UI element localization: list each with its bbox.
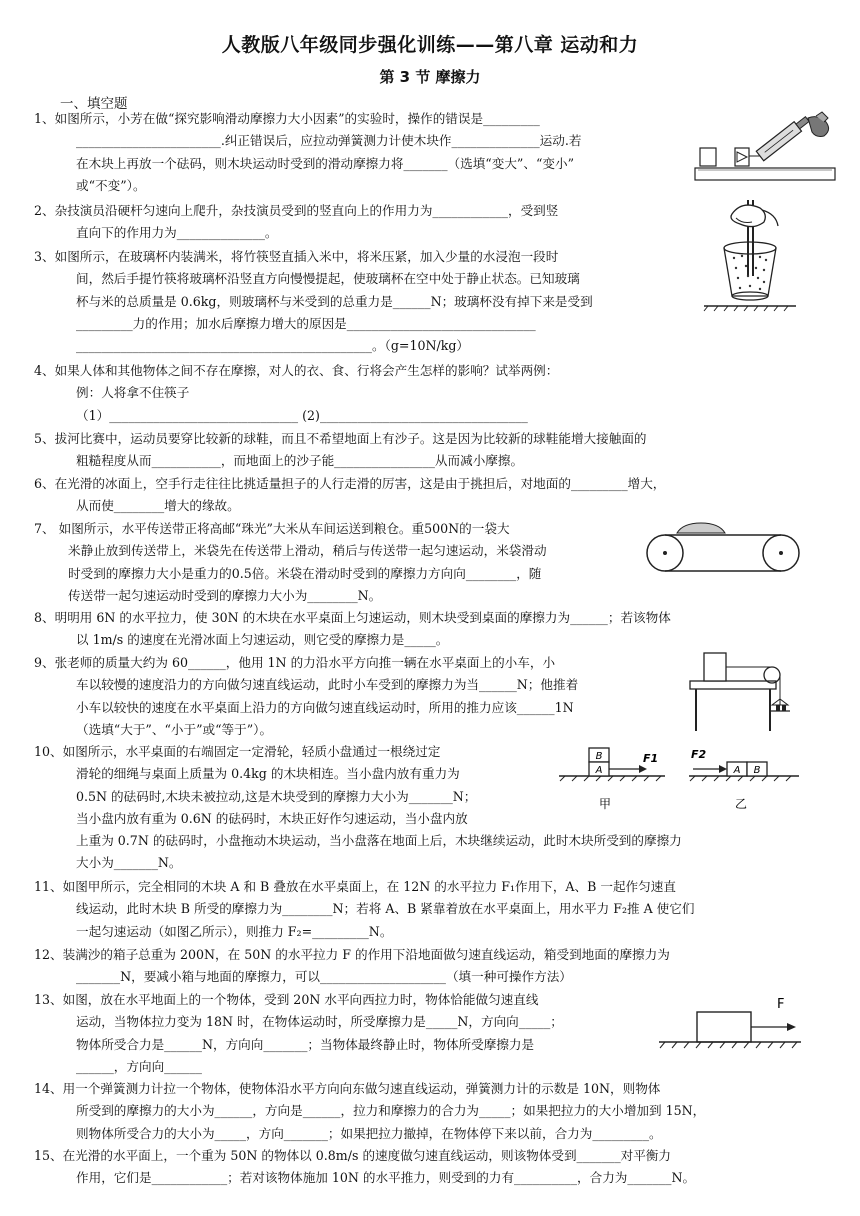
force-block-figure bbox=[655, 992, 805, 1058]
question-line: 4、如果人体和其他物体之间不存在摩擦，对人的衣、食、行将会产生怎样的影响？试举两例： bbox=[34, 363, 559, 378]
question-line: _________力的作用；加水后摩擦力增大的原因是______________________________ bbox=[76, 315, 536, 331]
page-title: 人教版八年级同步强化训练——第八章 运动和力 bbox=[221, 34, 639, 56]
section-subtitle: 第 3 节 摩擦力 bbox=[379, 68, 481, 86]
question-line: 15、在光滑的水平面上，一个重为 50N 的物体以 0.8m/s 的速度做匀速直线运动，则该物体受到_______对平衡力 bbox=[34, 1148, 671, 1163]
spring-scale-figure bbox=[690, 110, 840, 190]
force-f-label: F bbox=[777, 997, 785, 1012]
question-line: 直向下的作用力为______________。 bbox=[76, 225, 278, 241]
question-line: （1）______________________________ (2)_________________________________ bbox=[76, 407, 528, 423]
figure-caption-left: 甲 bbox=[598, 797, 612, 811]
figure-caption-right: 乙 bbox=[734, 797, 748, 811]
question-line: 作用，它们是____________；若对该物体施加 10N 的水平推力，则受到的力有__________，合力为_______N。 bbox=[76, 1170, 696, 1186]
force-f1-label: F1 bbox=[643, 752, 659, 765]
question-line: 时受到的摩擦力大小是重力的0.5倍。米袋在滑动时受到的摩擦力方向向________，随 bbox=[68, 565, 542, 581]
question-line: 物体所受合力是______N，方向向_______；当物体最终静止时，物体所受摩擦力是 bbox=[76, 1036, 535, 1052]
question-line: 滑轮的细绳与桌面上质量为 0.4kg 的木块相连。当小盘内放有重力为 bbox=[76, 766, 460, 782]
question-5 bbox=[34, 428, 647, 473]
question-line: 14、用一个弹簧测力计拉一个物体，使物体沿水平方向向东做匀速直线运动，弹簧测力计的示数是 10N，则物体 bbox=[34, 1081, 661, 1096]
question-15 bbox=[34, 1145, 695, 1190]
question-3 bbox=[34, 246, 593, 357]
question-9 bbox=[34, 652, 578, 741]
question-line: 以 1m/s 的速度在光滑冰面上匀速运动，则它受的摩擦力是_____。 bbox=[76, 632, 449, 648]
question-4 bbox=[34, 360, 558, 427]
block-b-label: B bbox=[753, 765, 761, 776]
question-line: 例：人将拿不住筷子 bbox=[76, 385, 190, 401]
question-line: 当小盘内放有重为 0.6N 的砝码时，木块正好作匀速运动，当小盘内放 bbox=[76, 810, 468, 826]
question-line: 从而使________增大的缘故。 bbox=[76, 498, 240, 514]
section-heading: 一、填空题 bbox=[60, 96, 128, 112]
question-line: （选填“大于”、“小于”或“等于”）。 bbox=[76, 721, 273, 737]
question-line: 间，然后手提竹筷将玻璃杯沿竖直方向慢慢提起，使玻璃杯在空中处于静止状态。已知玻璃 bbox=[76, 271, 580, 287]
question-line: 8、明明用 6N 的水平拉力，使 30N 的木块在水平桌面上匀速运动，则木块受到桌面的摩擦力为______；若该物体 bbox=[34, 610, 671, 625]
question-line: 6、在光滑的冰面上，空手行走往往比挑适量担子的人行走滑的厉害，这是由于挑担后，对地面的_________增大， bbox=[34, 476, 666, 491]
question-line: 7、 如图所示，水平传送带正将高邮“珠光”大米从车间运送到粮仓。重500N的一袋大 bbox=[34, 521, 510, 536]
question-12 bbox=[34, 944, 670, 989]
question-line: 粗糙程度从而___________，而地面上的沙子能________________从而减小摩擦。 bbox=[76, 453, 524, 469]
question-line: _______________________________________________。（g=10N/kg） bbox=[76, 338, 470, 354]
block-a-label: A bbox=[595, 765, 603, 776]
question-1 bbox=[34, 108, 581, 197]
stacked-blocks-figure bbox=[555, 744, 805, 818]
question-line: 在木块上再放一个砝码，则木块运动时受到的滑动摩擦力将_______（选填“变大”、“变小” bbox=[76, 155, 575, 171]
question-8 bbox=[34, 607, 671, 652]
question-14 bbox=[34, 1078, 705, 1145]
question-line: 大小为_______N。 bbox=[76, 855, 182, 871]
question-line: 13、如图，放在水平地面上的一个物体，受到 20N 水平向西拉力时，物体恰能做匀速直线 bbox=[34, 992, 539, 1007]
question-line: 3、如图所示，在玻璃杯内装满米，将竹筷竖直插入米中，将米压紧，加入少量的水浸泡一段时 bbox=[34, 249, 559, 264]
question-6 bbox=[34, 473, 665, 518]
question-line: _______N，要减小箱与地面的摩擦力，可以____________________（填一种可操作方法） bbox=[76, 969, 572, 985]
question-line: 10、如图所示，水平桌面的右端固定一定滑轮，轻质小盘通过一根绕过定 bbox=[34, 744, 441, 759]
block-a-label: A bbox=[733, 765, 741, 776]
force-f2-label: F2 bbox=[691, 748, 707, 761]
question-line: 传送带一起匀速运动时受到的摩擦力大小为________N。 bbox=[68, 587, 382, 603]
question-line: 一起匀速运动（如图乙所示），则推力 F₂=_________N。 bbox=[76, 923, 393, 939]
question-line: 12、装满沙的箱子总重为 200N，在 50N 的水平拉力 F 的作用下沿地面做匀速直线运动，箱受到地面的摩擦力为 bbox=[34, 947, 670, 962]
question-line: 线运动，此时木块 B 所受的摩擦力为________N；若将 A、B 紧靠着放在水平桌面上，用水平力 F₂推 A 使它们 bbox=[76, 901, 695, 917]
question-line: ______，方向向______ bbox=[76, 1058, 202, 1074]
question-line: 运动，当物体拉力变为 18N 时，在物体运动时，所受摩擦力是_____N，方向向_____； bbox=[76, 1014, 563, 1030]
question-11 bbox=[34, 876, 694, 943]
question-line: 则物体所受合力的大小为_____，方向_______；如果把拉力撤掉，在物体停下来以前，合力为_________。 bbox=[76, 1125, 662, 1141]
block-b-label: B bbox=[595, 751, 603, 762]
question-line: 杯与米的总质量是 0.6kg，则玻璃杯与米受到的总重力是______N；玻璃杯没有掉下来是受到 bbox=[76, 293, 593, 309]
question-line: 5、拔河比赛中，运动员要穿比较新的球鞋，而且不希望地面上有沙子。这是因为比较新的球鞋能增大接触面的 bbox=[34, 431, 647, 446]
rice-cup-figure bbox=[702, 196, 798, 312]
pulley-table-figure bbox=[686, 645, 802, 735]
question-line: 小车以较快的速度在水平桌面上沿力的方向做匀速直线运动时，所用的推力应该______1N bbox=[76, 699, 574, 715]
question-line: 9、张老师的质量大约为 60______，他用 1N 的力沿水平方向推一辆在水平桌面上的小车，小 bbox=[34, 655, 556, 670]
question-line: 2、杂技演员沿硬杆匀速向上爬升，杂技演员受到的竖直向上的作用力为____________，受到竖 bbox=[34, 203, 559, 218]
question-line: 上重为 0.7N 的砝码时，小盘拖动木块运动，当小盘落在地面上后，木块继续运动，此时木块所受到的摩擦力 bbox=[76, 833, 682, 849]
question-line: 所受到的摩擦力的大小为______，方向是______，拉力和摩擦力的合力为_____；如果把拉力的大小增加到 15N， bbox=[76, 1103, 706, 1119]
question-line: 0.5N 的砝码时,木块未被拉动,这是木块受到的摩擦力大小为_______N； bbox=[76, 788, 477, 804]
question-7 bbox=[34, 518, 547, 607]
question-line: 或“不变”）。 bbox=[76, 177, 146, 193]
question-line: 1、如图所示，小芳在做“探究影响滑动摩擦力大小因素”的实验时，操作的错误是_________ bbox=[34, 111, 540, 126]
question-13 bbox=[34, 989, 563, 1078]
question-2 bbox=[34, 200, 558, 245]
question-line: _______________________.纠正错误后，应拉动弹簧测力计使木块作______________运动.若 bbox=[76, 133, 582, 149]
conveyor-belt-figure bbox=[643, 515, 803, 581]
question-line: 车以较慢的速度沿力的方向做匀速直线运动，此时小车受到的摩擦力为当______N；他推着 bbox=[76, 677, 579, 693]
question-line: 米静止放到传送带上，米袋先在传送带上滑动，稍后与传送带一起匀速运动，米袋滑动 bbox=[68, 543, 547, 559]
question-line: 11、如图甲所示，完全相同的木块 A 和 B 叠放在水平桌面上，在 12N 的水平拉力 F₁作用下，A、B 一起作匀速直 bbox=[34, 879, 676, 894]
